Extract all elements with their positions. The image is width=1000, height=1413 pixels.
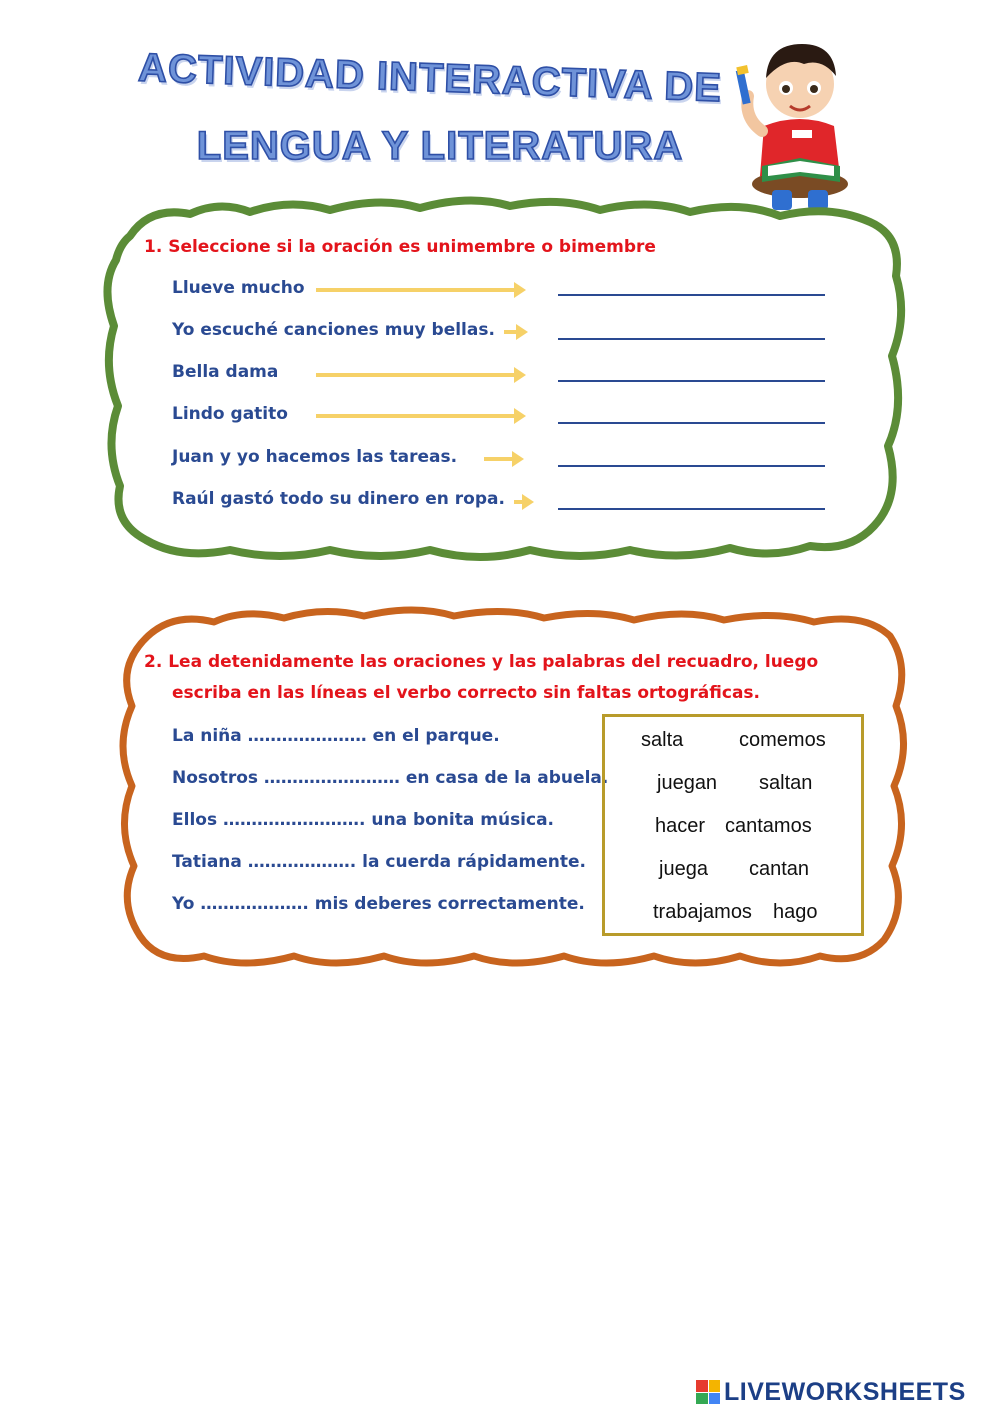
liveworksheets-footer[interactable]	[696, 1374, 966, 1410]
word-bank-item: hago	[773, 901, 818, 923]
liveworksheets-brand: LIVEWORKSHEETS	[724, 1377, 966, 1406]
word-bank-item: cantamos	[725, 815, 812, 837]
word-bank-item: saltan	[759, 772, 813, 794]
fill-sentence-1[interactable]: La niña ………………… en el parque.	[172, 726, 500, 746]
title-line-1: ACTIVIDAD INTERACTIVA DE	[137, 45, 723, 111]
answer-line-4[interactable]	[558, 422, 825, 424]
section-2-instruction-line-1: 2. Lea detenidamente las oraciones y las palabras del recuadro, luego	[144, 652, 819, 672]
arrow-right-icon	[316, 373, 516, 377]
answer-line-5[interactable]	[558, 465, 825, 467]
sentence-5: Juan y yo hacemos las tareas.	[172, 447, 458, 467]
word-bank-item: juegan	[657, 772, 718, 794]
section-1-instruction: 1. Seleccione si la oración es unimembre o bimembre	[144, 237, 656, 257]
answer-line-2[interactable]	[558, 338, 825, 340]
sentence-4: Lindo gatito	[172, 404, 288, 424]
arrow-right-icon	[514, 500, 524, 504]
word-bank-item: trabajamos	[653, 901, 752, 923]
fill-sentence-5[interactable]: Yo ………………. mis deberes correctamente.	[172, 894, 585, 914]
fill-sentence-4[interactable]: Tatiana ………………. la cuerda rápidamente.	[172, 852, 586, 872]
answer-line-6[interactable]	[558, 508, 825, 510]
sentence-1: Llueve mucho	[172, 278, 305, 298]
arrow-right-icon	[316, 288, 516, 292]
arrow-right-icon	[504, 330, 518, 334]
fill-sentence-2[interactable]: Nosotros …………………… en casa de la abuela.	[172, 768, 609, 788]
word-bank-item: comemos	[739, 729, 826, 751]
word-bank-box	[602, 714, 864, 936]
title-line-2: LENGUA Y LITERATURA	[196, 124, 684, 168]
sentence-3: Bella dama	[172, 362, 279, 382]
boy-reading-illustration	[722, 26, 862, 216]
sentence-2: Yo escuché canciones muy bellas.	[172, 320, 495, 340]
word-bank-item: hacer	[655, 815, 706, 837]
word-bank-item: juega	[659, 858, 708, 880]
word-bank-item: cantan	[749, 858, 810, 880]
word-bank-item: salta	[641, 729, 684, 751]
fill-sentence-3[interactable]: Ellos ……………………. una bonita música.	[172, 810, 555, 830]
arrow-right-icon	[484, 457, 514, 461]
arrow-right-icon	[316, 414, 516, 418]
answer-line-1[interactable]	[558, 294, 825, 296]
liveworksheets-logo-icon	[696, 1380, 720, 1404]
section-2-instruction-line-2: escriba en las líneas el verbo correcto sin faltas ortográficas.	[172, 683, 760, 703]
answer-line-3[interactable]	[558, 380, 825, 382]
sentence-6: Raúl gastó todo su dinero en ropa.	[172, 489, 505, 509]
